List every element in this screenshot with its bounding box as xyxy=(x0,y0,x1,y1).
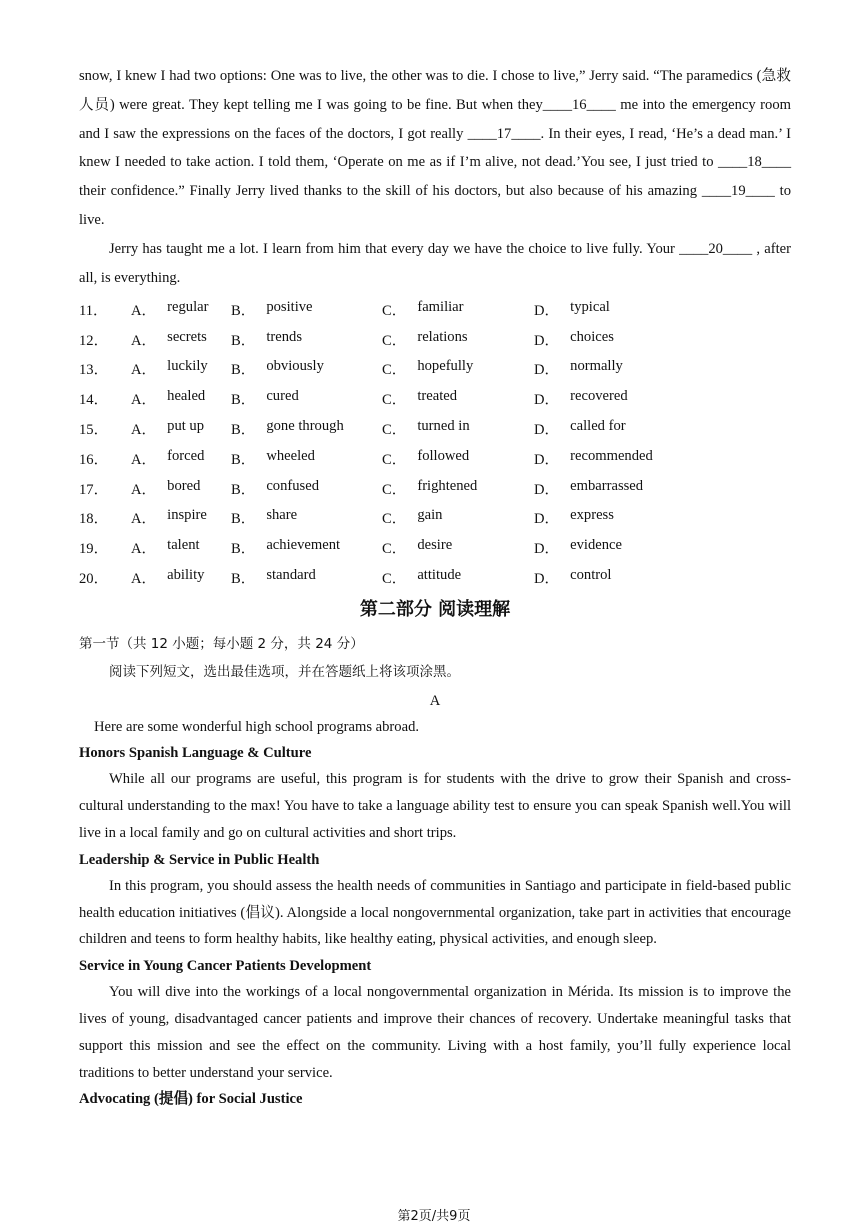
option-letter: C． xyxy=(382,332,407,349)
option-letter: D． xyxy=(534,362,560,379)
option-text: positive xyxy=(266,298,313,315)
option-b xyxy=(231,299,382,320)
option-letter: D． xyxy=(534,541,560,558)
option-row xyxy=(79,533,791,563)
option-text: put up xyxy=(167,417,205,434)
passage-intro: Here are some wonderful high school programs abroad. xyxy=(94,719,420,736)
option-letter: B． xyxy=(231,511,256,528)
option-letter: D． xyxy=(534,302,560,319)
option-c xyxy=(382,329,534,350)
cloze-options-list xyxy=(79,294,791,592)
program-heading: Service in Young Cancer Patients Development xyxy=(79,958,372,975)
program-description: In this program, you should assess the health needs of communities in Santiago and participate in field-based public health education initiatives (倡议). Alongside a local nongovernmental organization, take part in activities that encourage children and teens to form healthy habits, like healthy eating, physical activities, and enough sleep. xyxy=(79,877,791,948)
option-d xyxy=(534,448,684,469)
instruction-text: 阅读下列短文，选出最佳选项，并在答题纸上将该项涂黑。 xyxy=(109,664,460,681)
option-a xyxy=(131,537,231,558)
option-d xyxy=(534,478,684,499)
option-c xyxy=(382,507,534,528)
option-letter: A． xyxy=(131,362,157,379)
question-number: 18． xyxy=(79,511,109,528)
option-c xyxy=(382,448,534,469)
option-letter: D． xyxy=(534,332,560,349)
option-text: evidence xyxy=(570,537,622,554)
option-letter: C． xyxy=(382,421,407,438)
option-d xyxy=(534,358,684,379)
option-letter: A． xyxy=(131,332,157,349)
option-letter: D． xyxy=(534,451,560,468)
question-number: 19． xyxy=(79,541,109,558)
option-text: obviously xyxy=(266,358,324,375)
option-d xyxy=(534,418,684,439)
cloze-passage-paragraph: snow, I knew I had two options: One was to live, the other was to die. I chose to live,” Jerry said. “The paramedics (急救人员) were great. They kept telling me I was going to be fine. But when they____16____ me into the emergency room and I saw the expressions on the faces of the doctors, I got really ____17____. In their eyes, I read, ‘He’s a dead man.’ I knew I needed to take action. I told them, ‘Operate on me as if I’m alive, not dead.’You see, I just tried to ____18____ their confidence.” Finally Jerry lived thanks to the skill of his doctors, but also because of his amazing ____19____ to live. xyxy=(79,68,791,228)
option-letter: A． xyxy=(131,451,157,468)
question-number: 15． xyxy=(79,421,109,438)
option-letter: B． xyxy=(231,421,256,438)
option-letter: C． xyxy=(382,570,407,587)
option-text: attitude xyxy=(417,566,462,583)
option-text: turned in xyxy=(417,417,470,434)
option-text: gone through xyxy=(266,417,344,434)
option-letter: A． xyxy=(131,541,157,558)
option-letter: B． xyxy=(231,451,256,468)
option-a xyxy=(131,299,231,320)
option-letter: A． xyxy=(131,511,157,528)
option-letter: A． xyxy=(131,421,157,438)
option-text: recovered xyxy=(570,388,628,405)
option-d xyxy=(534,567,684,588)
question-number: 16． xyxy=(79,451,109,468)
page-footer: 第2页/共9页 xyxy=(397,1209,471,1224)
option-row xyxy=(79,473,791,503)
option-c xyxy=(382,418,534,439)
option-text: normally xyxy=(570,358,623,375)
option-text: hopefully xyxy=(417,358,474,375)
program-description: While all our programs are useful, this program is for students with the drive to grow their Spanish and cross-cultural understanding to the max! You have to take a language ability test to ensure you can speak Spanish well.You will live in a local family and go on cultural activities and short trips. xyxy=(79,771,791,841)
option-text: familiar xyxy=(417,298,464,315)
option-letter: C． xyxy=(382,362,407,379)
option-a xyxy=(131,507,231,528)
option-d xyxy=(534,388,684,409)
option-text: followed xyxy=(417,447,470,464)
option-b xyxy=(231,358,382,379)
option-text: cured xyxy=(266,388,299,405)
question-number: 12． xyxy=(79,332,109,349)
option-text: standard xyxy=(266,566,316,583)
option-text: healed xyxy=(167,388,206,405)
option-text: treated xyxy=(417,388,458,405)
option-text: embarrassed xyxy=(570,477,644,494)
option-row xyxy=(79,503,791,533)
option-c xyxy=(382,299,534,320)
option-letter: B． xyxy=(231,392,256,409)
option-row xyxy=(79,414,791,444)
option-c xyxy=(382,358,534,379)
option-text: choices xyxy=(570,328,614,345)
exam-page xyxy=(79,62,791,1112)
option-letter: B． xyxy=(231,481,256,498)
option-text: talent xyxy=(167,537,200,554)
option-b xyxy=(231,478,382,499)
option-a xyxy=(131,388,231,409)
option-b xyxy=(231,537,382,558)
section-title: 第二部分 阅读理解 xyxy=(359,599,511,621)
option-b xyxy=(231,567,382,588)
option-text: relations xyxy=(417,328,468,345)
program-heading: Advocating (提倡) for Social Justice xyxy=(79,1091,303,1108)
option-a xyxy=(131,567,231,588)
option-row xyxy=(79,354,791,384)
option-text: luckily xyxy=(167,358,208,375)
question-number: 20． xyxy=(79,570,109,587)
option-text: trends xyxy=(266,328,302,345)
option-text: achievement xyxy=(266,537,341,554)
option-text: recommended xyxy=(570,447,653,464)
question-number: 17． xyxy=(79,481,109,498)
option-a xyxy=(131,329,231,350)
option-letter: B． xyxy=(231,541,256,558)
option-text: share xyxy=(266,507,298,524)
option-text: confused xyxy=(266,477,320,494)
option-text: typical xyxy=(570,298,610,315)
option-a xyxy=(131,358,231,379)
option-d xyxy=(534,329,684,350)
option-text: bored xyxy=(167,477,201,494)
question-number: 11． xyxy=(79,302,108,319)
option-letter: C． xyxy=(382,511,407,528)
option-a xyxy=(131,418,231,439)
option-a xyxy=(131,448,231,469)
option-b xyxy=(231,388,382,409)
option-text: inspire xyxy=(167,507,207,524)
option-b xyxy=(231,418,382,439)
question-number: 13． xyxy=(79,362,109,379)
option-letter: C． xyxy=(382,481,407,498)
option-row xyxy=(79,443,791,473)
option-letter: D． xyxy=(534,481,560,498)
cloze-passage-paragraph: Jerry has taught me a lot. I learn from him that every day we have the choice to live fully. Your ____20____ , after all, is everything. xyxy=(79,240,791,286)
option-d xyxy=(534,507,684,528)
option-text: gain xyxy=(417,507,443,524)
option-text: wheeled xyxy=(266,447,315,464)
option-text: desire xyxy=(417,537,453,554)
option-text: called for xyxy=(570,417,626,434)
option-row xyxy=(79,324,791,354)
option-row xyxy=(79,563,791,593)
option-letter: C． xyxy=(382,451,407,468)
option-text: control xyxy=(570,566,612,583)
option-letter: B． xyxy=(231,302,256,319)
option-letter: D． xyxy=(534,511,560,528)
program-heading: Honors Spanish Language & Culture xyxy=(79,745,312,762)
option-d xyxy=(534,299,684,320)
option-letter: A． xyxy=(131,302,157,319)
subsection-heading: 第一节（共 12 小题；每小题 2 分，共 24 分） xyxy=(79,636,364,653)
option-letter: D． xyxy=(534,392,560,409)
option-letter: A． xyxy=(131,570,157,587)
option-text: secrets xyxy=(167,328,207,345)
option-b xyxy=(231,507,382,528)
option-text: frightened xyxy=(417,477,478,494)
option-c xyxy=(382,478,534,499)
option-letter: D． xyxy=(534,570,560,587)
option-c xyxy=(382,537,534,558)
option-letter: C． xyxy=(382,541,407,558)
option-letter: C． xyxy=(382,302,407,319)
option-letter: B． xyxy=(231,332,256,349)
option-row xyxy=(79,384,791,414)
option-c xyxy=(382,567,534,588)
program-heading: Leadership & Service in Public Health xyxy=(79,851,320,868)
option-letter: B． xyxy=(231,362,256,379)
option-text: regular xyxy=(167,298,209,315)
option-c xyxy=(382,388,534,409)
option-a xyxy=(131,478,231,499)
option-text: forced xyxy=(167,447,205,464)
question-number: 14． xyxy=(79,392,109,409)
option-b xyxy=(231,448,382,469)
option-letter: C． xyxy=(382,392,407,409)
option-text: ability xyxy=(167,566,205,583)
option-letter: B． xyxy=(231,570,256,587)
option-letter: A． xyxy=(131,481,157,498)
option-row xyxy=(79,294,791,324)
option-d xyxy=(534,537,684,558)
option-text: express xyxy=(570,507,614,524)
passage-label: A xyxy=(429,693,441,710)
option-letter: D． xyxy=(534,421,560,438)
option-letter: A． xyxy=(131,392,157,409)
program-description: You will dive into the workings of a local nongovernmental organization in Mérida. Its mission is to improve the lives of young, disadvantaged cancer patients and improve their chances of recovery. Undertake meaningful tasks that support this mission and see the effect on the community. Living with a host family, you’ll fully experience local traditions to better understand your service. xyxy=(79,984,791,1081)
option-b xyxy=(231,329,382,350)
